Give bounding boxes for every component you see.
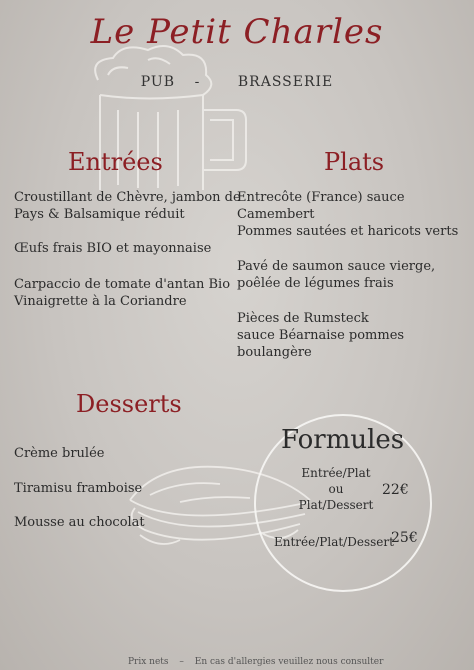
plat-item-line: Pommes sautées et haricots verts (237, 224, 459, 239)
entree-item-line: Vinaigrette à la Coriandre (14, 294, 187, 309)
plat-item (237, 189, 458, 240)
subtitle-dash: - (194, 74, 201, 90)
dessert-item: Tiramisu framboise (14, 481, 143, 496)
plat-item-line: sauce Béarnaise pommes (237, 328, 405, 343)
footer (128, 657, 383, 667)
formule-1-price: 22€ (382, 482, 409, 498)
formule-1-line: ou (328, 482, 344, 496)
plat-item-line: Pavé de saumon sauce vierge, (237, 259, 436, 274)
plat-item-line: poêlée de légumes frais (237, 276, 394, 291)
entree-item (14, 276, 230, 310)
formule-1-label (286, 465, 386, 513)
dessert-item: Crème brulée (14, 446, 105, 461)
plats-heading: Plats (324, 148, 385, 176)
formule-1-line: Plat/Dessert (298, 498, 374, 512)
plat-item-line: Camembert (237, 207, 315, 222)
footer-allergies: En cas d'allergies veuillez nous consulter (194, 657, 384, 667)
footer-dash: – (179, 657, 184, 667)
entree-item (14, 189, 241, 223)
subtitle-brasserie: BRASSERIE (237, 74, 334, 90)
desserts-heading: Desserts (76, 390, 182, 418)
entrees-heading: Entrées (68, 148, 163, 176)
plat-item-line: Pièces de Rumsteck (237, 311, 369, 326)
entree-item-line: Croustillant de Chèvre, jambon de (14, 190, 241, 205)
subtitle (0, 74, 474, 90)
plat-item-line: boulangère (237, 345, 312, 360)
restaurant-title: Le Petit Charles (90, 12, 384, 52)
plat-item (237, 258, 435, 292)
formules-heading: Formules (281, 425, 405, 455)
formule-2-price: 25€ (391, 530, 418, 546)
entree-item-line: Carpaccio de tomate d'antan Bio (14, 277, 231, 292)
plat-item-line: Entrecôte (France) sauce (237, 190, 405, 205)
plat-item (237, 310, 404, 361)
dessert-item: Mousse au chocolat (14, 515, 145, 530)
entree-item-line: Pays & Balsamique réduit (14, 207, 185, 222)
entree-item (14, 240, 211, 257)
subtitle-pub: PUB (140, 74, 175, 90)
formule-2-label: Entrée/Plat/Dessert (274, 535, 394, 549)
entree-item-line: Œufs frais BIO et mayonnaise (14, 241, 212, 256)
footer-prix: Prix nets (128, 657, 169, 667)
formule-1-line: Entrée/Plat (301, 466, 371, 480)
